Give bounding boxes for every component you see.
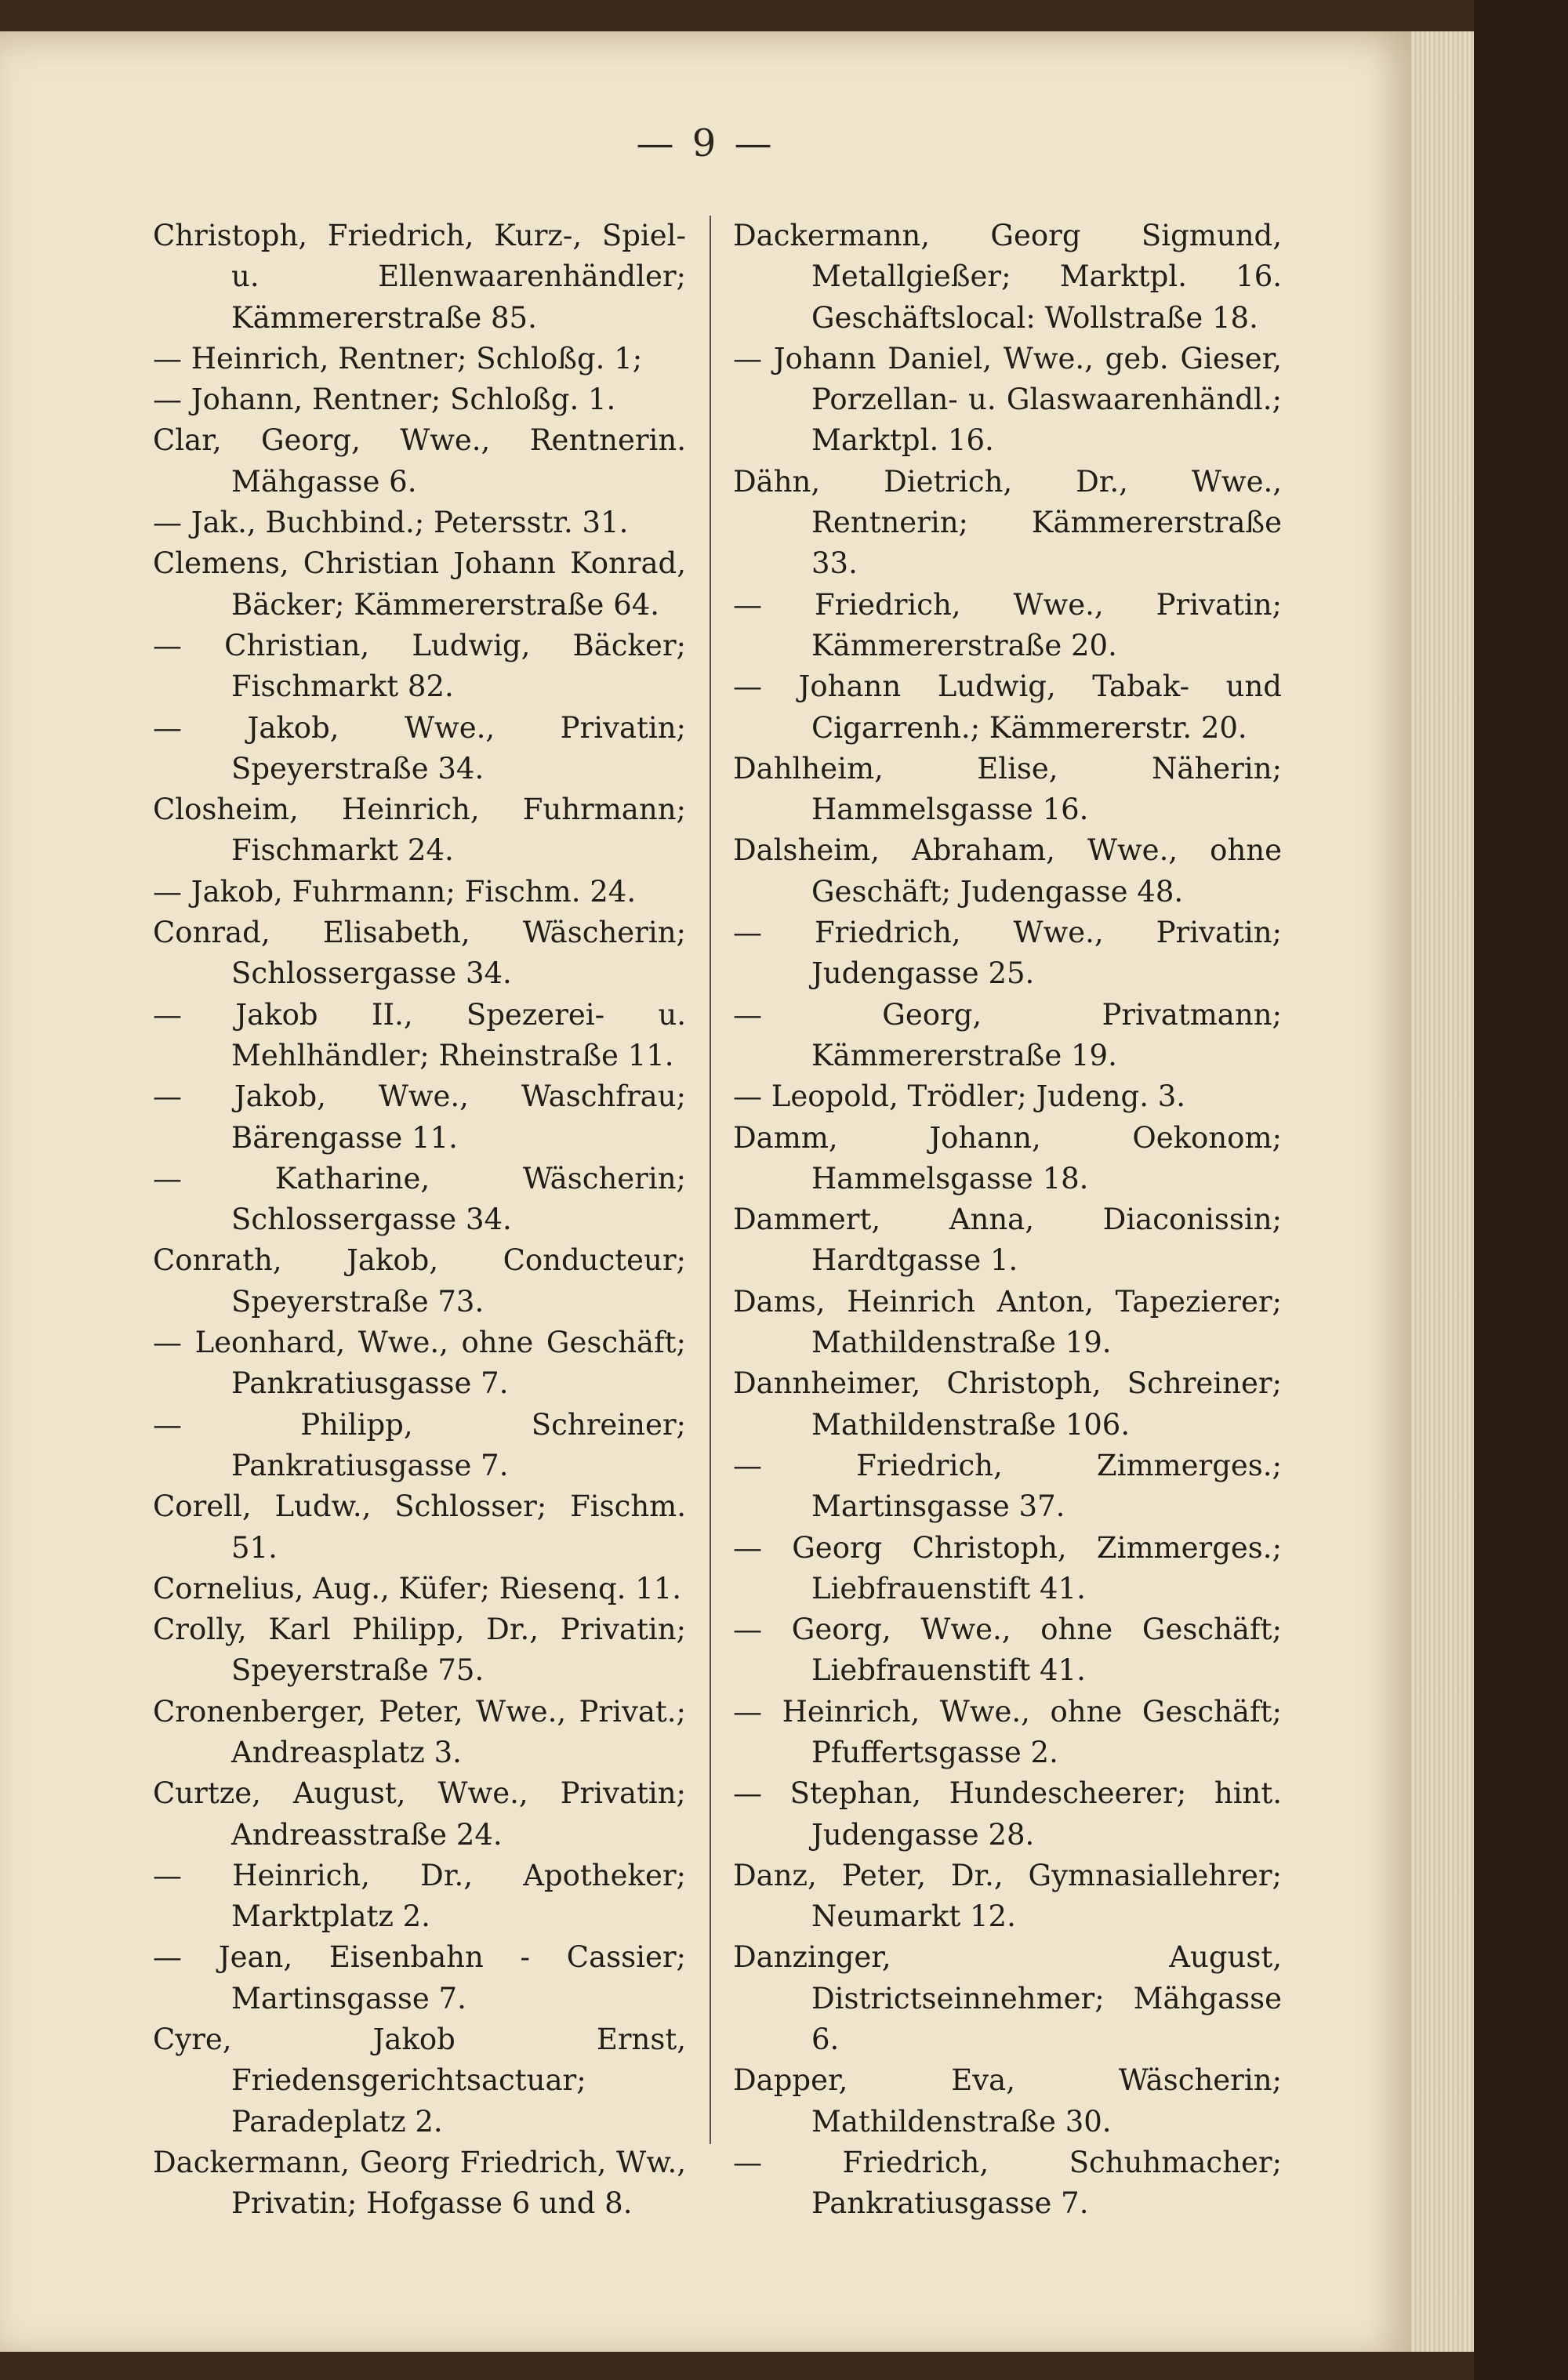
directory-entry: Dähn, Dietrich, Dr., Wwe., Rentnerin; Kämmererstraße 33. (733, 464, 1282, 581)
directory-entry: — Heinrich, Wwe., ohne Geschäft; Pfuffertsgasse 2. (733, 1694, 1282, 1769)
directory-entry: — Georg, Privatmann; Kämmererstraße 19. (733, 997, 1282, 1072)
directory-entry: — Friedrich, Wwe., Privatin; Kämmererstraße 20. (733, 587, 1282, 662)
directory-entry: — Jak., Buchbind.; Petersstr. 31. (153, 506, 629, 540)
directory-entry: Dackermann, Georg Friedrich, Ww., Privatin; Hofgasse 6 und 8. (153, 2145, 686, 2221)
directory-entry: Clemens, Christian Johann Konrad, Bäcker; Kämmererstraße 64. (153, 546, 686, 622)
directory-entry: Cronenberger, Peter, Wwe., Privat.; Andreasplatz 3. (153, 1694, 686, 1769)
directory-entry: Conrath, Jakob, Conducteur; Speyerstraße 73. (153, 1243, 686, 1319)
directory-entry: Corell, Ludw., Schlosser; Fischm. 51. (153, 1489, 686, 1565)
directory-entry: — Georg, Wwe., ohne Geschäft; Liebfrauenstift 41. (733, 1613, 1282, 1688)
directory-entry: — Jakob II., Spezerei- u. Mehlhändler; Rheinstraße 11. (153, 997, 686, 1072)
directory-entry: — Johann Ludwig, Tabak- und Cigarrenh.; Kämmererstr. 20. (733, 669, 1282, 745)
column-divider (710, 216, 711, 2144)
directory-entry: — Philipp, Schreiner; Pankratiusgasse 7. (153, 1407, 686, 1482)
directory-entry: Christoph, Friedrich, Kurz-, Spiel- u. Ellenwaarenhändler; Kämmererstraße 85. (153, 219, 686, 335)
directory-entry: Closheim, Heinrich, Fuhrmann; Fischmarkt 24. (153, 793, 686, 868)
directory-entry: — Johann, Rentner; Schloßg. 1. (153, 383, 616, 417)
directory-entry: Clar, Georg, Wwe., Rentnerin. Mähgasse 6. (153, 423, 686, 499)
directory-entry: Dackermann, Georg Sigmund, Metallgießer; Marktpl. 16. Geschäftslocal: Wollstraße 18. (733, 219, 1282, 335)
directory-entry: — Jakob, Fuhrmann; Fischm. 24. (153, 874, 637, 909)
directory-entry: — Heinrich, Rentner; Schloßg. 1; (153, 341, 643, 376)
directory-entry: Conrad, Elisabeth, Wäscherin; Schlossergasse 34. (153, 916, 686, 991)
page-edges (1411, 31, 1474, 2352)
directory-entry: — Leonhard, Wwe., ohne Geschäft; Pankratiusgasse 7. (153, 1326, 686, 1401)
directory-entry: Cyre, Jakob Ernst, Friedensgerichtsactuar; Paradeplatz 2. (153, 2023, 686, 2139)
directory-entry: Dahlheim, Elise, Näherin; Hammelsgasse 16. (733, 751, 1282, 827)
left-column (153, 216, 686, 2225)
directory-entry: — Christian, Ludwig, Bäcker; Fischmarkt 82. (153, 628, 686, 704)
right-column (733, 216, 1282, 2225)
directory-entry: — Stephan, Hundescheerer; hint. Judengasse 28. (733, 1776, 1282, 1852)
page-number: — 9 — (636, 122, 775, 165)
directory-entry: — Jakob, Wwe., Waschfrau; Bärengasse 11. (153, 1079, 686, 1155)
directory-entry: Dalsheim, Abraham, Wwe., ohne Geschäft; Judengasse 48. (733, 833, 1282, 909)
directory-entry: — Friedrich, Zimmerges.; Martinsgasse 37. (733, 1448, 1282, 1524)
directory-entry: Danzinger, August, Districtseinnehmer; Mähgasse 6. (733, 1940, 1282, 2057)
book-binding-edge (1474, 0, 1568, 2380)
directory-entry: — Friedrich, Schuhmacher; Pankratiusgasse 7. (733, 2145, 1282, 2221)
directory-entry: — Johann Daniel, Wwe., geb. Gieser, Porzellan- u. Glaswaarenhändl.; Marktpl. 16. (733, 341, 1282, 458)
directory-entry: Dannheimer, Christoph, Schreiner; Mathildenstraße 106. (733, 1366, 1282, 1442)
directory-entry: Crolly, Karl Philipp, Dr., Privatin; Speyerstraße 75. (153, 1613, 686, 1688)
directory-entry: Curtze, August, Wwe., Privatin; Andreasstraße 24. (153, 1776, 686, 1852)
directory-entry: — Jakob, Wwe., Privatin; Speyerstraße 34. (153, 710, 686, 785)
directory-entry: Dapper, Eva, Wäscherin; Mathildenstraße 30. (733, 2063, 1282, 2139)
directory-entry: Dams, Heinrich Anton, Tapezierer; Mathildenstraße 19. (733, 1284, 1282, 1360)
directory-entry: Cornelius, Aug., Küfer; Riesenq. 11. (153, 1571, 682, 1605)
directory-entry: — Katharine, Wäscherin; Schlossergasse 34. (153, 1161, 686, 1237)
directory-entry: Danz, Peter, Dr., Gymnasiallehrer; Neumarkt 12. (733, 1858, 1282, 1934)
directory-entry: — Friedrich, Wwe., Privatin; Judengasse 25. (733, 916, 1282, 991)
directory-entry: — Georg Christoph, Zimmerges.; Liebfrauenstift 41. (733, 1530, 1282, 1605)
directory-entry: — Jean, Eisenbahn - Cassier; Martinsgasse 7. (153, 1940, 686, 2015)
directory-entry: — Leopold, Trödler; Judeng. 3. (733, 1079, 1186, 1114)
directory-entry: Damm, Johann, Oekonom; Hammelsgasse 18. (733, 1120, 1282, 1195)
directory-entry: — Heinrich, Dr., Apotheker; Marktplatz 2. (153, 1858, 686, 1934)
directory-entry: Dammert, Anna, Diaconissin; Hardtgasse 1. (733, 1203, 1282, 1278)
